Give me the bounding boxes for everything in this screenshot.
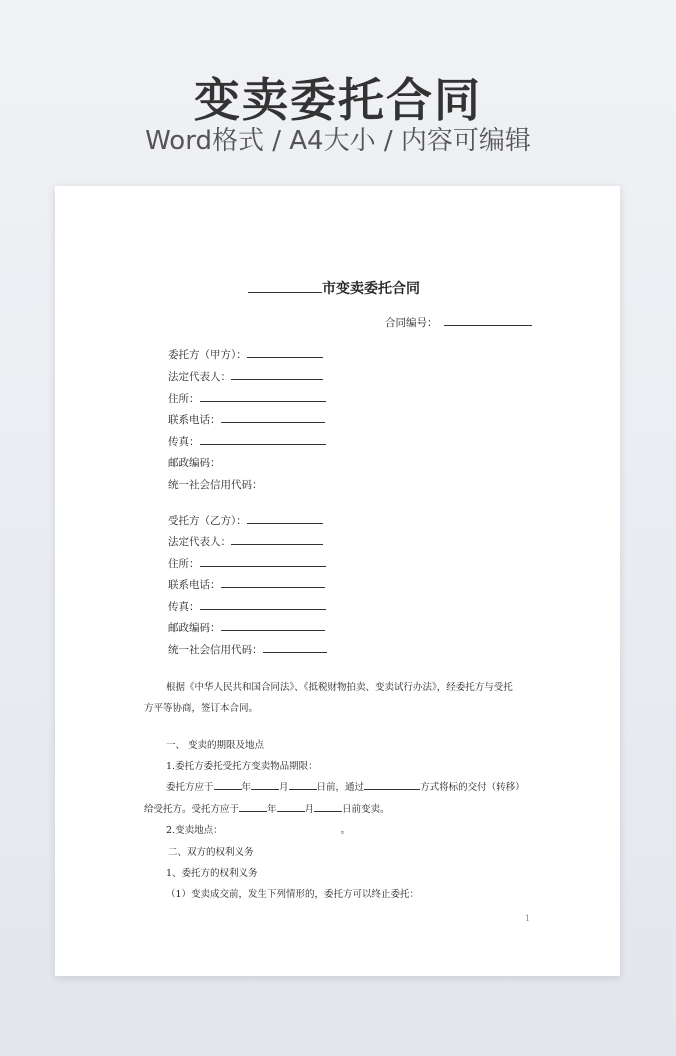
field-blank[interactable]	[263, 643, 327, 653]
field-blank[interactable]	[221, 621, 325, 631]
party-b-trustee	[168, 513, 323, 528]
field-label: 联系电话：	[168, 414, 221, 426]
section-1-item-1: 1.委托方委托受托方变卖物品期限：	[166, 761, 318, 772]
field-label: 住所：	[168, 558, 200, 570]
section-1-sale-line	[144, 801, 390, 815]
contract-number	[385, 315, 532, 330]
preamble-line-1: 根据《中华人民共和国合同法》、《抵税财物拍卖、变卖试行办法》，经委托方与受托	[166, 682, 513, 693]
contract-number-blank[interactable]	[444, 315, 532, 326]
text: 年	[267, 804, 277, 815]
section-1-heading: 一、 变卖的期限及地点	[166, 740, 265, 751]
party-a-representative	[168, 369, 323, 384]
section-1-item-2	[166, 822, 350, 836]
party-b-phone	[168, 577, 325, 592]
text: 日前，通过	[316, 782, 365, 793]
party-a-principal	[168, 347, 323, 362]
party-b-fax	[168, 599, 326, 614]
banner-title: 变卖委托合同	[194, 73, 482, 127]
field-label: 法定代表人：	[168, 371, 231, 383]
party-b-postcode	[168, 620, 325, 635]
field-blank[interactable]	[247, 514, 323, 524]
text: 年	[241, 782, 252, 793]
party-a-fax	[168, 434, 326, 449]
field-blank[interactable]	[200, 435, 326, 445]
city-blank[interactable]	[248, 279, 322, 293]
day-blank[interactable]	[289, 779, 317, 790]
party-a-postcode	[168, 455, 221, 470]
field-blank[interactable]	[200, 392, 326, 402]
section-2-heading: 二、双方的权利义务	[168, 847, 254, 858]
text: 日前变卖。	[342, 804, 390, 815]
text: 方式将标的交付（转移）	[420, 782, 525, 793]
party-b-credit-code	[168, 642, 327, 657]
field-label: 邮政编码：	[168, 457, 221, 469]
text: 委托方应于	[166, 782, 214, 793]
month-blank[interactable]	[277, 801, 305, 812]
party-a-address	[168, 391, 326, 406]
field-label: 邮政编码：	[168, 622, 221, 634]
field-label: 统一社会信用代码：	[168, 644, 263, 656]
party-a-phone	[168, 412, 325, 427]
text: 给受托方。受托方应于	[144, 804, 240, 815]
field-label: 委托方（甲方）：	[168, 349, 247, 361]
text: 月	[304, 804, 315, 815]
field-label: 联系电话：	[168, 579, 221, 591]
field-label: 传真：	[168, 601, 200, 613]
field-label: 住所：	[168, 393, 200, 405]
section-2-item-1-sub-1: （1）变卖成交前，发生下列情形的，委托方可以终止委托：	[166, 889, 420, 900]
field-blank[interactable]	[247, 348, 323, 358]
contract-number-label: 合同编号：	[385, 317, 438, 329]
field-label: 受托方（乙方）：	[168, 515, 247, 527]
year-blank[interactable]	[214, 779, 242, 790]
day-blank[interactable]	[314, 801, 342, 812]
field-blank[interactable]	[200, 557, 326, 567]
field-blank[interactable]	[231, 370, 323, 380]
field-blank[interactable]	[200, 600, 326, 610]
text: 月	[279, 782, 289, 793]
field-blank[interactable]	[221, 578, 325, 588]
month-blank[interactable]	[251, 779, 279, 790]
preamble-line-2: 方平等协商，签订本合同。	[144, 703, 259, 714]
party-b-address	[168, 556, 326, 571]
field-blank[interactable]	[221, 413, 325, 423]
field-label: 统一社会信用代码：	[168, 479, 263, 491]
section-1-delivery-line	[166, 779, 525, 793]
field-label: 法定代表人：	[168, 536, 231, 548]
document-title	[248, 278, 420, 298]
field-blank[interactable]	[231, 535, 323, 545]
banner-subtitle: Word格式 / A4大小 / 内容可编辑	[145, 126, 531, 156]
year-blank[interactable]	[239, 801, 267, 812]
section-2-item-1: 1、委托方的权利义务	[166, 868, 258, 879]
page-number: 1	[525, 914, 531, 923]
field-label: 传真：	[168, 436, 200, 448]
party-a-credit-code	[168, 477, 263, 492]
party-b-representative	[168, 534, 323, 549]
method-blank[interactable]	[364, 779, 420, 790]
text: 。	[340, 825, 351, 836]
document-title-text: 市变卖委托合同	[322, 281, 420, 297]
location-label: 2.变卖地点：	[166, 825, 223, 836]
document-page	[55, 186, 620, 976]
